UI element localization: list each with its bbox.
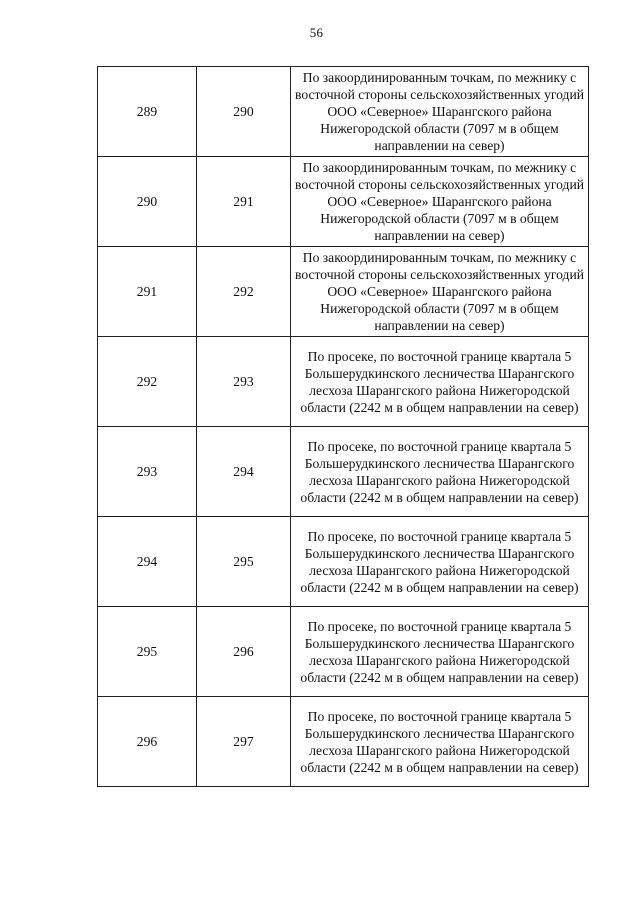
table-row	[98, 517, 589, 607]
to-point: 294	[197, 427, 291, 517]
to-point: 290	[197, 67, 291, 157]
to-point: 291	[197, 157, 291, 247]
to-point: 295	[197, 517, 291, 607]
page-number: 56	[309, 25, 324, 40]
from-point: 296	[98, 697, 197, 787]
boundary-description: По просеке, по восточной границе квартала 5 Большерудкинского лесничества Шарангского лесхоза Шарангского района Нижегородской области (2242 м в общем направлении на север)	[291, 427, 589, 517]
boundary-description: По просеке, по восточной границе квартала 5 Большерудкинского лесничества Шарангского лесхоза Шарангского района Нижегородской области (2242 м в общем направлении на север)	[291, 517, 589, 607]
from-point: 291	[98, 247, 197, 337]
boundary-description: По закоординированным точкам, по межнику с восточной стороны сельскохозяйственных угодий ООО «Северное» Шарангского района Нижегородской области (7097 м в общем направлении на север)	[291, 67, 589, 157]
boundary-description: По просеке, по восточной границе квартала 5 Большерудкинского лесничества Шарангского лесхоза Шарангского района Нижегородской области (2242 м в общем направлении на север)	[291, 337, 589, 427]
to-point: 296	[197, 607, 291, 697]
table-row	[98, 697, 589, 787]
boundary-description: По закоординированным точкам, по межнику с восточной стороны сельскохозяйственных угодий ООО «Северное» Шарангского района Нижегородской области (7097 м в общем направлении на север)	[291, 157, 589, 247]
from-point: 294	[98, 517, 197, 607]
to-point: 297	[197, 697, 291, 787]
table-row	[98, 607, 589, 697]
from-point: 290	[98, 157, 197, 247]
from-point: 292	[98, 337, 197, 427]
boundary-description: По просеке, по восточной границе квартала 5 Большерудкинского лесничества Шарангского лесхоза Шарангского района Нижегородской области (2242 м в общем направлении на север)	[291, 607, 589, 697]
boundary-description: По просеке, по восточной границе квартала 5 Большерудкинского лесничества Шарангского лесхоза Шарангского района Нижегородской области (2242 м в общем направлении на север)	[291, 697, 589, 787]
from-point: 293	[98, 427, 197, 517]
table-row	[98, 67, 589, 157]
table-row	[98, 337, 589, 427]
table-row	[98, 427, 589, 517]
to-point: 293	[197, 337, 291, 427]
from-point: 295	[98, 607, 197, 697]
to-point: 292	[197, 247, 291, 337]
boundary-description: По закоординированным точкам, по межнику с восточной стороны сельскохозяйственных угодий ООО «Северное» Шарангского района Нижегородской области (7097 м в общем направлении на север)	[291, 247, 589, 337]
table-row	[98, 157, 589, 247]
boundary-table	[97, 66, 589, 787]
table-row	[98, 247, 589, 337]
from-point: 289	[98, 67, 197, 157]
